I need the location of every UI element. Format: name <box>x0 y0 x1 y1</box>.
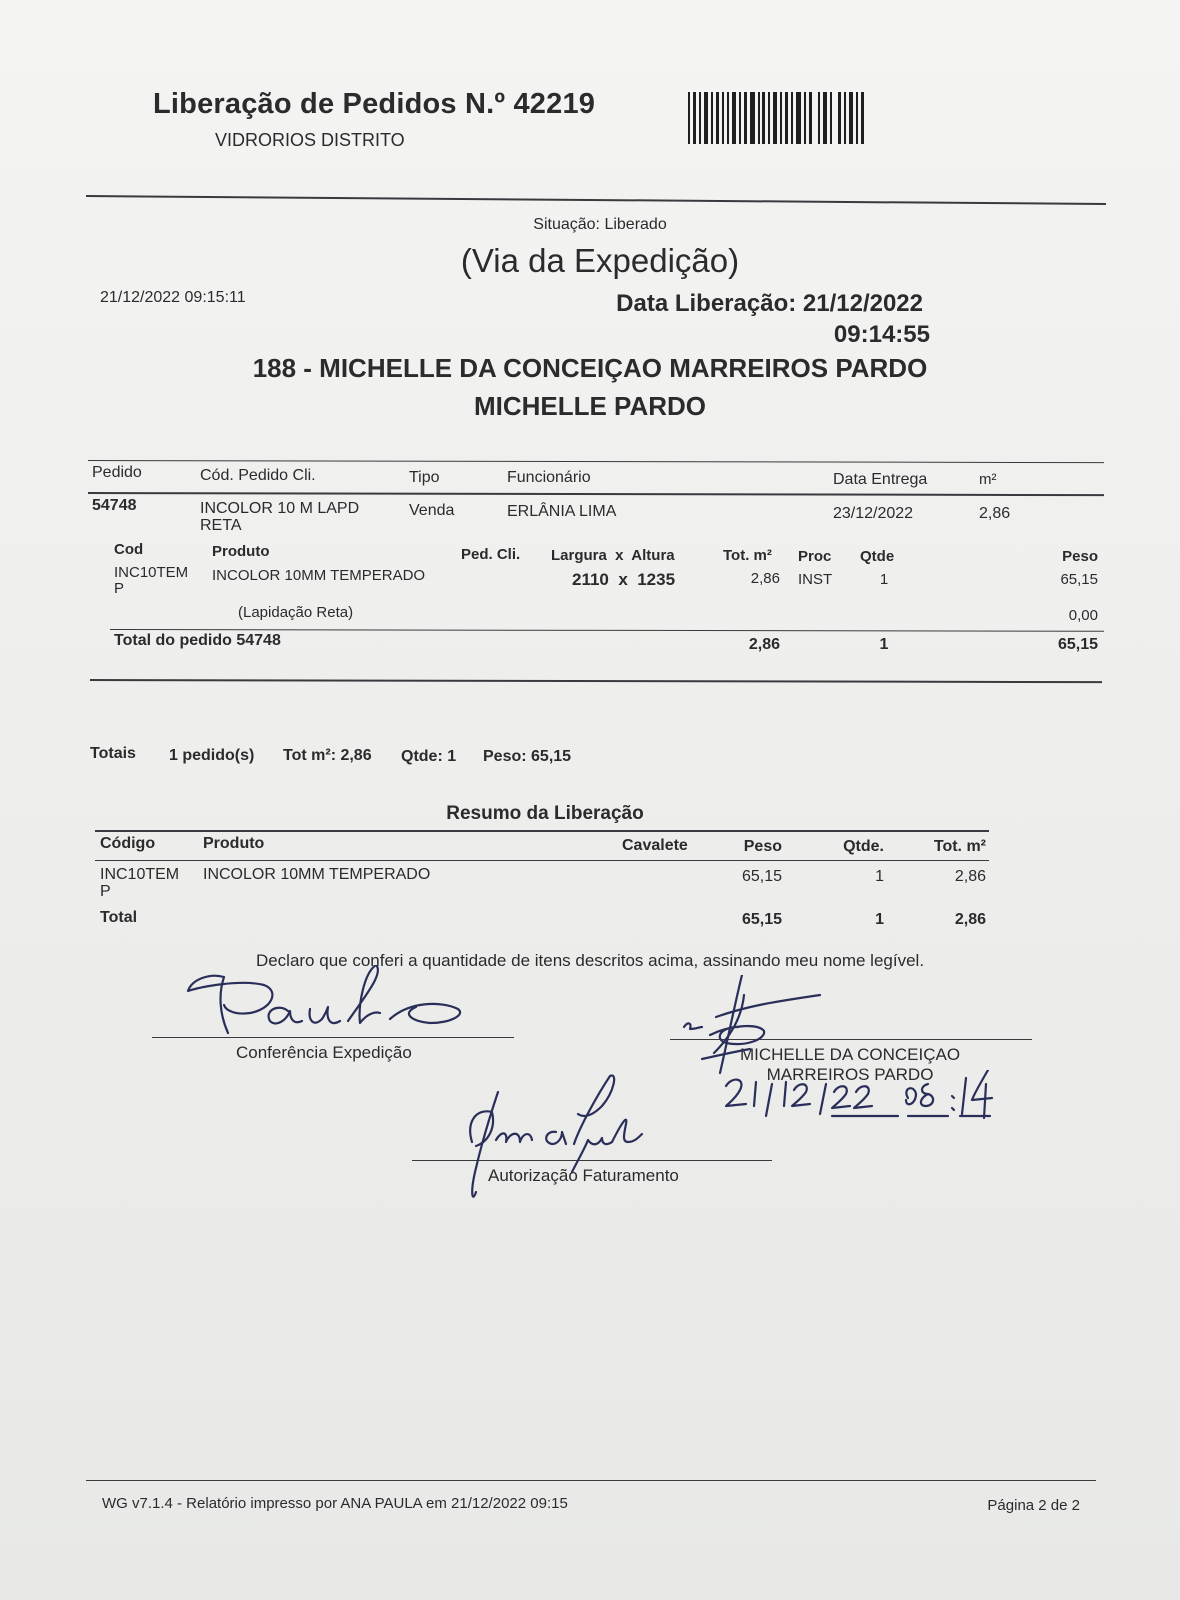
totals-label: Totais <box>90 745 136 762</box>
client-label-line1: MICHELLE DA CONCEIÇAO <box>739 1045 961 1064</box>
totals-pedidos: 1 pedido(s) <box>169 747 255 764</box>
item-header-qtde: Qtde <box>860 548 895 565</box>
summary-total-label: Total <box>100 909 138 926</box>
summary-code-line1: INC10TEM <box>100 866 180 883</box>
totals-m2: Tot m²: 2,86 <box>283 747 372 764</box>
order-delivery-date: 23/12/2022 <box>833 505 914 522</box>
item-header-proc: Proc <box>798 548 832 565</box>
order-client-code-line2: RETA <box>200 517 242 534</box>
order-total-qtde: 1 <box>879 636 889 653</box>
item-header-cod: Cod <box>114 541 144 558</box>
table-header-rule <box>88 492 1104 496</box>
col-header-cod-pedido-cli: Cód. Pedido Cli. <box>200 467 316 484</box>
footer-report-info: WG v7.1.4 - Relatório impresso por ANA PAULA em 21/12/2022 09:15 <box>102 1495 568 1512</box>
item-code-line2: P <box>114 580 125 597</box>
col-header-m2: m² <box>979 471 997 488</box>
summary-total-peso: 65,15 <box>741 911 782 928</box>
summary-header-tot-m2: Tot. m² <box>933 838 986 855</box>
declaration-text: Declaro que conferi a quantidade de itens descritos acima, assinando meu nome legível. <box>255 951 925 970</box>
item-code-line1: INC10TEM <box>114 564 189 581</box>
col-header-funcionario: Funcionário <box>507 469 591 486</box>
order-employee: ERLÂNIA LIMA <box>507 503 617 520</box>
summary-product: INCOLOR 10MM TEMPERADO <box>203 866 431 883</box>
faturamento-label: Autorização Faturamento <box>488 1166 679 1185</box>
client-name: 188 - MICHELLE DA CONCEIÇAO MARREIROS PARDO <box>252 353 928 383</box>
summary-qtde: 1 <box>875 868 884 885</box>
item-header-produto: Produto <box>212 543 270 560</box>
item-header-peso: Peso <box>1062 548 1098 565</box>
item-peso: 65,15 <box>1060 571 1098 588</box>
client-short-name: MICHELLE PARDO <box>473 391 707 421</box>
client-handwritten-date <box>722 1070 1002 1130</box>
summary-header-peso: Peso <box>743 838 782 855</box>
summary-header-codigo: Código <box>100 835 156 852</box>
summary-peso: 65,15 <box>741 868 782 885</box>
summary-total-tot-m2: 2,86 <box>954 911 986 928</box>
col-header-tipo: Tipo <box>409 469 440 486</box>
table-bottom-rule <box>90 679 1102 683</box>
totals-qtde: Qtde: 1 <box>401 748 457 765</box>
summary-header-rule <box>95 860 989 861</box>
item-product: INCOLOR 10MM TEMPERADO <box>212 567 426 584</box>
release-time: 09:14:55 <box>833 321 930 348</box>
summary-code-line2: P <box>100 883 111 900</box>
sub-item-label: (Lapidação Reta) <box>238 604 354 621</box>
item-header-ped-cli: Ped. Cli. <box>461 546 521 563</box>
item-dimensions: 2110 x 1235 <box>572 570 676 589</box>
printed-at: 21/12/2022 09:15:11 <box>100 289 246 306</box>
barcode <box>688 92 878 146</box>
summary-top-rule <box>95 830 989 832</box>
release-date: Data Liberação: 21/12/2022 <box>616 290 923 317</box>
order-total-m2: 2,86 <box>748 636 780 653</box>
client-label-line2: MARREIROS PARDO <box>766 1065 934 1084</box>
status-line: Situação: Liberado <box>533 216 667 233</box>
client-signature <box>680 975 830 1075</box>
header-divider <box>86 195 1106 205</box>
item-qtde: 1 <box>879 571 889 588</box>
order-type: Venda <box>409 502 455 519</box>
summary-header-cavalete: Cavalete <box>622 837 688 854</box>
expedicao-signature <box>180 965 500 1045</box>
copy-label: (Via da Expedição) <box>460 242 740 279</box>
col-header-pedido: Pedido <box>92 464 142 481</box>
totals-peso: Peso: 65,15 <box>483 748 572 765</box>
item-header-tot-m2: Tot. m² <box>723 547 772 564</box>
sub-item-peso: 0,00 <box>1068 607 1098 624</box>
order-total-peso: 65,15 <box>1057 636 1098 653</box>
summary-header-produto: Produto <box>203 835 265 852</box>
order-total-label: Total do pedido 54748 <box>114 632 281 649</box>
summary-title: Resumo da Liberação <box>446 803 644 824</box>
summary-header-qtde: Qtde. <box>843 838 884 855</box>
item-header-largura-altura: Largura x Altura <box>551 547 675 564</box>
summary-tot-m2: 2,86 <box>954 868 986 885</box>
company-name: VIDRORIOS DISTRITO <box>215 130 405 150</box>
table-top-rule <box>88 460 1104 463</box>
footer-rule <box>86 1480 1096 1481</box>
item-proc: INST <box>798 571 833 588</box>
order-number: 54748 <box>92 497 137 514</box>
expedicao-label: Conferência Expedição <box>236 1043 412 1062</box>
col-header-data-entrega: Data Entrega <box>833 471 928 488</box>
document-title: Liberação de Pedidos N.º 42219 <box>153 88 596 120</box>
summary-total-qtde: 1 <box>875 911 884 928</box>
item-tot-m2: 2,86 <box>750 570 780 587</box>
order-client-code-line1: INCOLOR 10 M LAPD <box>200 500 360 517</box>
order-m2: 2,86 <box>979 505 1011 522</box>
faturamento-signature <box>462 1072 672 1202</box>
footer-page-number: Página 2 de 2 <box>987 1497 1080 1514</box>
